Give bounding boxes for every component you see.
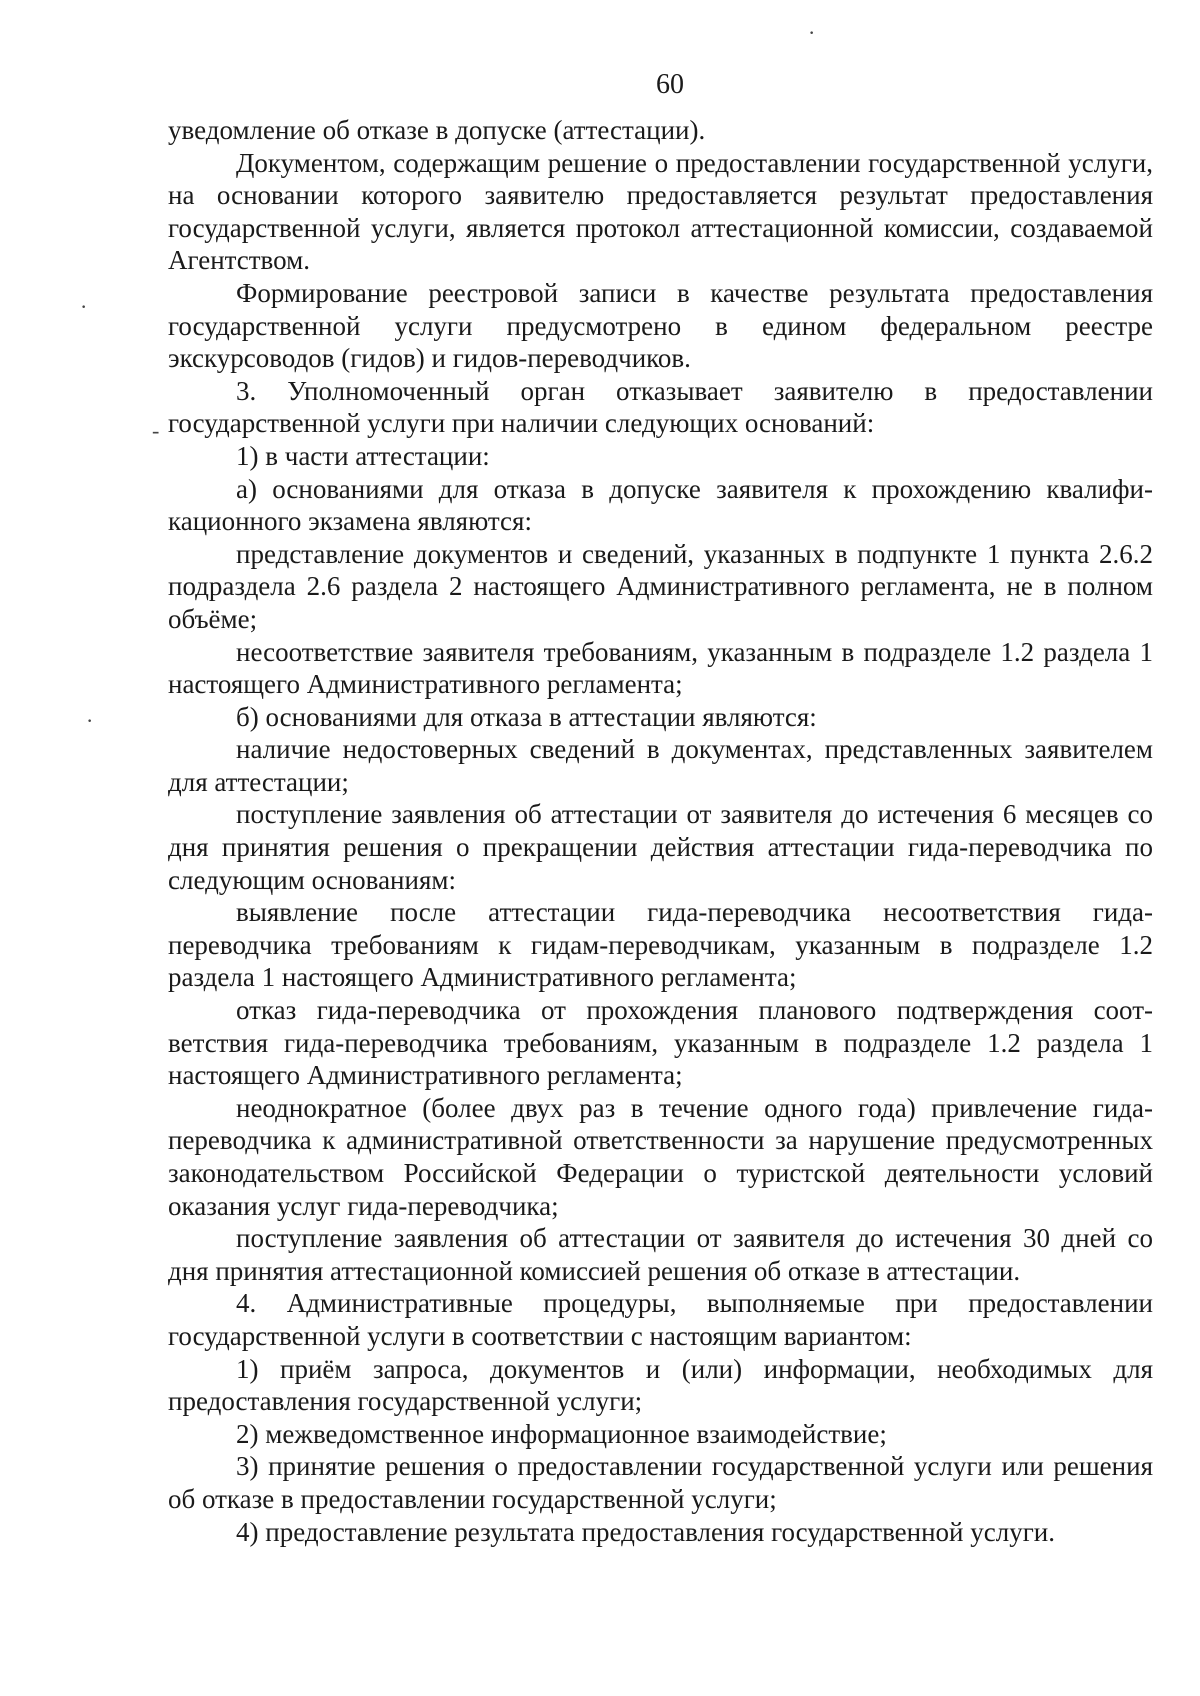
paragraph: 3) принятие решения о предоставлении государственной услуги или решения об отказе в предоставлении государственной услуги; xyxy=(168,1451,1153,1514)
paragraph: Документом, содержащим решение о предоставлении государственной услуги, на основании которого заявителю предоставляется результат предоставления государственной услуги, является протокол аттестационной комиссии, создаваемой Агентством. xyxy=(168,147,1153,276)
paragraph: выявление после аттестации гида-переводчика несоответствия гида-переводчика требованиям к гидам-переводчикам, указанным в подразделе 1.2 раздела 1 настоящего Административного регламента; xyxy=(168,897,1153,993)
paragraph: а) основаниями для отказа в допуске заявителя к прохождению квалификационного экзамена являются: xyxy=(168,473,1153,537)
paragraph: отказ гида-переводчика от прохождения планового подтверждения соответствия гида-переводчика требованиям, указанным в подразделе 1.2 раздела 1 настоящего Административного регламента; xyxy=(168,995,1153,1091)
scan-speck: · xyxy=(80,294,88,319)
paragraph: поступление заявления об аттестации от заявителя до истечения 30 дней со дня принятия аттестационной комиссией решения об отказе в аттестации. xyxy=(168,1223,1153,1286)
paragraph: представление документов и сведений, указанных в подпункте 1 пункта 2.6.2 подраздела 2.6 раздела 2 настоящего Административного регламента, не в полном объёме; xyxy=(168,538,1153,634)
paragraph: наличие недостоверных сведений в документах, представленных заявителем для аттестации; xyxy=(168,734,1153,797)
paragraph: Формирование реестровой записи в качестве результата предоставления государственной услуги предусмотрено в едином федеральном реестре экскурсоводов (гидов) и гидов-переводчиков. xyxy=(168,277,1153,374)
paragraph: неоднократное (более двух раз в течение одного года) привлечение гида-переводчика к административной ответственности за нарушение предусмотренных законодательством Российской Федерации о туристской деятельности условий оказания услуг гида-переводчика; xyxy=(168,1092,1153,1221)
paragraph: 4) предоставление результата предоставления государственной услуги. xyxy=(236,1516,1055,1547)
paragraph: 3. Уполномоченный орган отказывает заявителю в предоставлении государственной услуги при наличии следующих оснований: xyxy=(168,375,1153,439)
document-body xyxy=(168,114,1153,1548)
paragraph: 2) межведомственное информационное взаимодействие; xyxy=(236,1418,887,1449)
paragraph: 1) в части аттестации: xyxy=(236,440,490,471)
paragraph: несоответствие заявителя требованиям, указанным в подразделе 1.2 раздела 1 настоящего Административного регламента; xyxy=(168,636,1153,700)
paragraph: поступление заявления об аттестации от заявителя до истечения 6 месяцев со дня принятия решения о прекращении действия аттестации гида-переводчика по следующим основаниям: xyxy=(168,799,1153,895)
paragraph: б) основаниями для отказа в аттестации являются: xyxy=(236,701,817,732)
paragraph: 4. Административные процедуры, выполняемые при предоставлении государственной услуги в соответствии с настоящим вариантом: xyxy=(168,1288,1153,1351)
paragraph: 1) приём запроса, документов и (или) информации, необходимых для предоставления государственной услуги; xyxy=(168,1353,1153,1417)
scan-speck: · xyxy=(86,708,94,733)
scan-speck: · xyxy=(808,20,816,45)
page-number: 60 xyxy=(656,69,684,100)
scan-speck: - xyxy=(152,418,160,443)
paragraph: уведомление об отказе в допуске (аттестации). xyxy=(168,115,706,145)
